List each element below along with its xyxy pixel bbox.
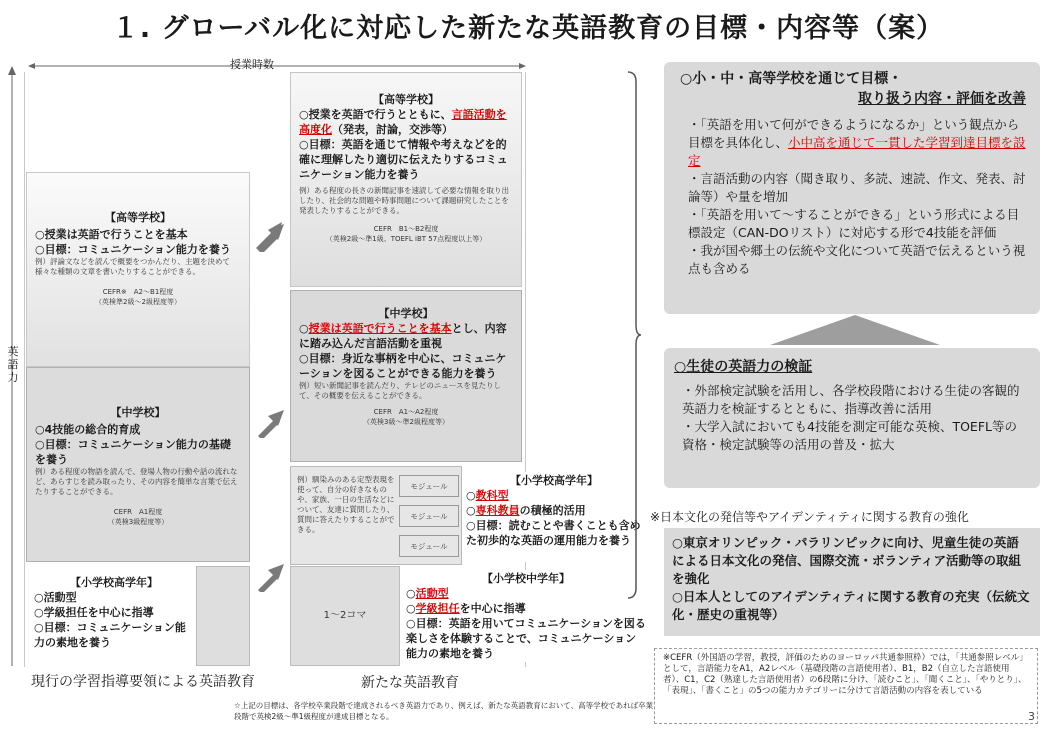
current-es-heading: 【小学校高学年】: [70, 576, 158, 589]
new-jh-level: （英検3級〜準2級程度等）: [363, 418, 449, 426]
new-es-item-2-post: の積極的活用: [519, 504, 586, 517]
new-jh-line-2: ○目標：身近な事柄を中心に、コミュニケーションを図ることができる能力を養う: [299, 352, 507, 380]
verify-bullet-1: ・外部検定試験を活用し、各学校段階における生徒の客観的英語力を検証するとともに、指導改善に活用: [682, 383, 1020, 416]
new-hs-level: （英検2級〜準1級、TOEFL iBT 57点程度以上等）: [325, 235, 487, 243]
new-jh-line-1: ○授業は英語で行うことを基本とし、内容に踏み込んだ言語活動を重視: [299, 322, 507, 350]
culture-bullet-1: ○東京オリンピック・パラリンピックに向け、児童生徒の英語による日本文化の発信、国際交流・ボランティア活動等の取組を強化: [672, 535, 1022, 586]
goals-panel: [664, 62, 1040, 314]
current-jh-line-2: ○目標：コミュニケーション能力の基礎を養う: [35, 438, 231, 466]
new-hs-cefr: CEFR B1〜B2程度: [373, 225, 439, 233]
goals-bullet-4: ・我が国や郷土の伝統や文化について英語で伝えるという視点も含める: [688, 243, 1026, 276]
new-elementary-middle-text: [406, 570, 646, 662]
new-es-item-2-highlight: 専科教員: [475, 504, 520, 517]
goals-heading-1: ○小・中・高等学校を通じて目標・: [680, 71, 903, 87]
hours-axis-label: 授業時数: [230, 58, 274, 71]
verify-bullet-2: ・大学入試においても4技能を測定可能な英検、TOEFL等の資格・検定試験等の活用の普及・拡大: [682, 419, 1017, 452]
current-hs-example: 例）評論文などを読んで概要をつかんだり、主題を決めて様々な種類の文章を書いたりすることができる。: [35, 257, 230, 276]
current-jh-level: （英検3級程度等）: [107, 518, 169, 526]
current-elementary-upper-box: [34, 574, 194, 664]
current-hs-heading: 【高等学校】: [105, 211, 171, 224]
new-hs-line-1: [291, 107, 521, 137]
new-hs-heading: 【高等学校】: [373, 93, 439, 106]
current-high-school-box: [26, 172, 250, 367]
new-em-heading: 【小学校中学年】: [482, 572, 570, 585]
culture-panel: [664, 528, 1040, 636]
new-em-item-1-highlight: 活動型: [415, 587, 449, 600]
current-jh-line-1: ○4技能の総合的育成: [35, 423, 141, 436]
current-elementary-strip: [196, 566, 250, 666]
hours-axis-arrow: [28, 62, 526, 70]
new-em-item-3: ○目標：英語を用いてコミュニケーションを図る楽しさを体験することで、コミュニケーション能力の素地を養う: [406, 617, 646, 660]
current-hs-line-2: ○目標：コミュニケーション能力を養う: [35, 243, 231, 256]
goals-bullet-2: ・言語活動の内容（聞き取り、多読、速読、作文、発表、討論等）や量を増加: [688, 171, 1026, 204]
new-hs-line-2: ○目標：英語を通じて情報や考えなどを的確に理解したり適切に伝えたりするコミュニケーション能力を養う: [299, 138, 508, 181]
module-block: モジュール: [399, 505, 459, 527]
new-jh-heading: 【中学校】: [378, 307, 434, 320]
new-jh-line-1-post: とし、内容に踏み込んだ言語活動を重視: [299, 322, 507, 350]
current-junior-high-box: [26, 367, 250, 562]
new-es-item-1-highlight: 教科型: [475, 489, 509, 502]
module-block: モジュール: [399, 475, 459, 497]
new-junior-high-box: [290, 290, 522, 462]
new-em-item-2-highlight: 学級担任: [415, 602, 460, 615]
current-hs-line-1: ○授業は英語で行うことを基本: [35, 228, 188, 241]
current-hs-level: （英検準2級〜2級程度等）: [95, 298, 181, 306]
arrow-up-icon-head: [256, 222, 286, 252]
new-es-item-3: ○目標：読むことや書くことも含めた初歩的な英語の運用能力を養う: [466, 519, 641, 547]
new-es-item-2: ○専科教員の積極的活用: [466, 504, 586, 517]
new-elementary-middle-strip: [290, 566, 400, 666]
arrow-up-icon: [256, 408, 286, 438]
verification-panel: [664, 348, 1040, 488]
new-jh-cefr: CEFR A1〜A2程度: [373, 408, 439, 416]
new-em-item-2: ○学級担任を中心に指導: [406, 602, 526, 615]
current-jh-cefr: CEFR A1程度: [113, 508, 163, 516]
culture-note: ※日本文化の発信等やアイデンティティに関する教育の強化: [650, 510, 969, 524]
new-hs-line-1-pre: ○授業を英語で行うとともに、: [299, 108, 452, 121]
page-number: 3: [1028, 710, 1035, 723]
current-jh-heading: 【中学校】: [110, 406, 166, 419]
new-es-item-1: ○教科型: [466, 489, 509, 502]
module-block: モジュール: [399, 535, 459, 557]
goals-bullet-1: [664, 108, 1040, 170]
big-arrow-up-icon: [770, 315, 940, 345]
current-es-line-2: ○学級担任を中心に指導: [34, 606, 154, 619]
new-hs-example: 例）ある程度の長さの新聞記事を速読して必要な情報を取り出したり、社会的な問題や時事問題について課題研究したことを発表したりすることができる。: [299, 186, 509, 215]
page-title: １. グローバル化に対応した新たな英語教育の目標・内容等（案）: [111, 13, 945, 44]
current-jh-example: 例）ある程度の物語を読んで、登場人物の行動や話の流れなど、あらすじを読み取ったり、その内容を簡単な言葉で伝えたりすることができる。: [35, 467, 238, 496]
bracket-shape: [626, 70, 642, 600]
new-em-item-1: ○活動型: [406, 587, 449, 600]
goals-bullet-1-highlight: 小中高を通じて一貫した学習到達目標を設定: [688, 135, 1026, 168]
new-es-heading: 【小学校高学年】: [510, 474, 598, 487]
new-hs-line-1-highlight: 言語活動を高度化: [299, 108, 507, 136]
cefr-note-box: [654, 648, 1038, 724]
new-hs-line-1-post: （発表，討論，交渉等）: [332, 123, 453, 136]
new-high-school-box: [290, 72, 522, 287]
goals-heading-2: 取り扱う内容・評価を改善: [858, 91, 1026, 107]
arrow-up-icon: [256, 562, 286, 592]
goals-bullet-1-pre: ・「英語を用いて何ができるようになるか」という観点から目標を具体化し、: [688, 117, 1020, 150]
proficiency-axis-label: 英語力: [7, 345, 19, 384]
current-es-line-1: ○活動型: [34, 591, 77, 604]
current-es-line-3: ○目標：コミュニケーション能力の素地を養う: [34, 621, 186, 649]
new-elementary-upper-box: [290, 466, 462, 565]
goals-bullet-3: ・「英語を用いて〜することができる」という形式による目標設定（CAN-DOリスト）に対応する形で4技能を評価: [688, 207, 1020, 240]
new-em-item-2-post: を中心に指導: [459, 602, 526, 615]
culture-bullet-2: ○日本人としてのアイデンティティに関する教育の充実（伝統文化・歴史の重視等）: [672, 589, 1030, 622]
cefr-note-text: ※CEFR（外国語の学習，教授，評価のためのヨーロッパ共通参照枠）では，「共通参照レベル」として，言語能力をA1，A2レベル（基礎段階の言語使用者）、B1，B2（自立した言語使用者）、C1，C2（熟達した言語使用者）の6段階に分け、「読むこと」、「聞くこと」、「やりとり」、「表現」、「書くこと」の5つの能力カテゴリーに分けて言語活動の内容を表している: [663, 653, 1028, 696]
verify-heading: ○生徒の英語力の検証: [674, 359, 813, 375]
new-jh-example: 例）短い新聞記事を読んだり、テレビのニュースを見たりして、その概要を伝えることができる。: [299, 381, 501, 400]
new-es-example: 例）馴染みのある定型表現を使って、自分の好きなものや、家族、一日の生活などについて、友達に質問したり、質問に答えたりすることができる。: [297, 475, 395, 534]
new-elementary-upper-text: [466, 472, 642, 562]
footnote: ☆上記の目標は、各学校卒業段階で達成されるべき英語力であり、例えば、新たな英語教育において、高等学校であれば卒業段階で英検2級〜準1級程度が達成目標となる。: [234, 701, 654, 721]
new-jh-line-1-highlight: 授業は英語で行うことを基本: [308, 322, 452, 335]
new-footer-label: 新たな英語教育: [361, 675, 459, 691]
current-hs-cefr: CEFR※ A2〜B1程度: [102, 288, 174, 296]
current-footer-label: 現行の学習指導要領による英語教育: [31, 674, 255, 690]
periods-label: 1〜2コマ: [323, 610, 367, 621]
